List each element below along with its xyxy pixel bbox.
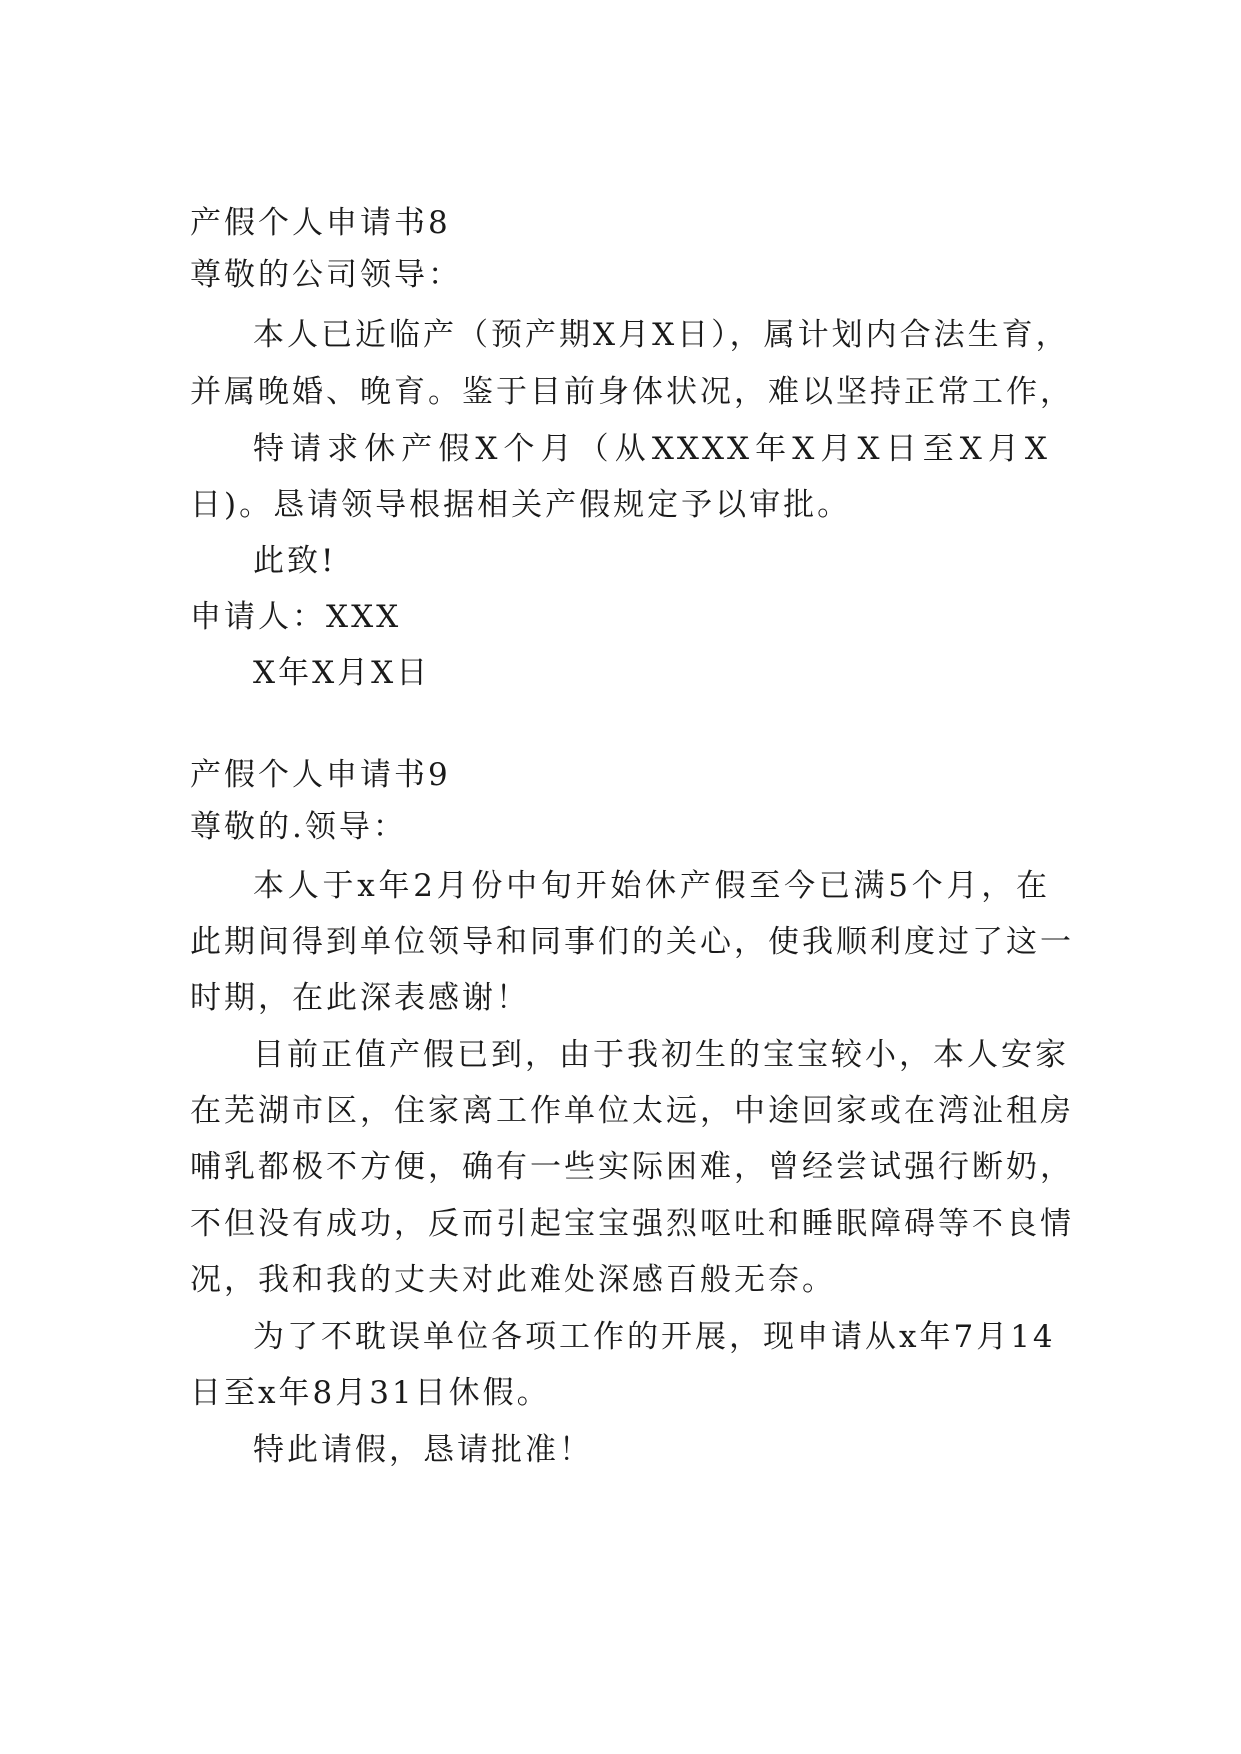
section1-closing: 此致! xyxy=(253,543,337,579)
section2-title: 产假个人申请书9 xyxy=(190,757,451,793)
section1-date: X年X月X日 xyxy=(253,655,431,691)
section2-para3-line: 为了不耽误单位各项工作的开展，现申请从x年7月14 xyxy=(253,1319,1056,1355)
section1-body-line: 本人已近临产（预产期X月X日），属计划内合法生育， xyxy=(253,317,1070,353)
section1-title: 产假个人申请书8 xyxy=(190,205,451,241)
section1-body-line: 特请求休产假X个月（从XXXX年X月X日至X月X xyxy=(253,431,1050,467)
section2-para2-line: 目前正值产假已到，由于我初生的宝宝较小，本人安家 xyxy=(253,1037,1069,1073)
section2-para2-line: 哺乳都极不方便，确有一些实际困难，曾经尝试强行断奶， xyxy=(190,1149,1074,1185)
section2-para3-line: 日至x年8月31日休假。 xyxy=(190,1375,551,1411)
section2-para1-line: 本人于x年2月份中旬开始休产假至今已满5个月，在 xyxy=(253,868,1050,904)
section2-para1-line: 时期，在此深表感谢！ xyxy=(190,980,530,1016)
section2-para2-line: 在芜湖市区，住家离工作单位太远，中途回家或在湾沚租房 xyxy=(190,1093,1074,1129)
section1-body-line: 日)。恳请领导根据相关产假规定予以审批。 xyxy=(190,487,852,523)
section1-applicant: 申请人：XXX xyxy=(190,599,402,635)
section2-closing: 特此请假，恳请批准！ xyxy=(253,1432,593,1468)
section2-salutation: 尊敬的.领导： xyxy=(190,809,407,845)
section1-salutation: 尊敬的公司领导： xyxy=(190,257,462,293)
section2-para1-line: 此期间得到单位领导和同事们的关心，使我顺利度过了这一 xyxy=(190,924,1074,960)
section1-body-line: 并属晚婚、晚育。鉴于目前身体状况，难以坚持正常工作， xyxy=(190,374,1074,410)
section2-para2-line: 不但没有成功，反而引起宝宝强烈呕吐和睡眠障碍等不良情 xyxy=(190,1206,1074,1242)
section2-para2-line: 况，我和我的丈夫对此难处深感百般无奈。 xyxy=(190,1262,836,1298)
